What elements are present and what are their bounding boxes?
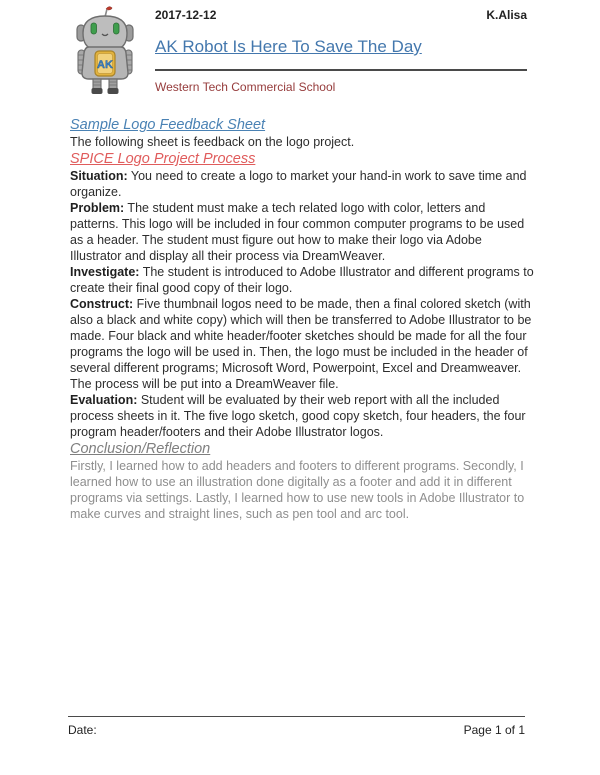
section-text: The student is introduced to Adobe Illustrator and different programs to create their final good copy of their logo. [70,265,534,295]
robot-head [83,16,127,49]
document-body [70,116,535,522]
section-label: Problem: [70,201,125,215]
robot-foot-left [92,88,103,94]
robot-foot-right [108,88,119,94]
document-header [0,0,600,94]
section-problem [70,200,535,264]
section-text: The student must make a tech related logo with color, letters and patterns. This logo will be included in four common computer programs to be used as a header. The student must figure out how to make their logo via Adobe Illustrator and display all their process via DreamWeaver. [70,201,525,263]
school-name: Western Tech Commercial School [155,80,336,94]
robot-legs [93,79,117,89]
section-construct [70,296,535,392]
document-footer [68,716,525,737]
section-text: Five thumbnail logos need to be made, then a final colored sketch (with also a black and white copy) which will then be transferred to Adobe Illustrator to be made. Four black and white header/footer sketches should be made for all the four programs the logo will be used in. Then, the logo must be included in the header of several different programs; Microsoft Word, Powerpoint, Excel and Dreamweaver. The process will be put into a DreamWeaver file. [70,297,532,391]
header-author: K.Alisa [486,8,527,22]
heading-sample-logo-feedback: Sample Logo Feedback Sheet [70,117,266,133]
section-label: Situation: [70,169,128,183]
section-text: Student will be evaluated by their web report with all the included process sheets in it. The five logo sketch, good copy sketch, four headers, the four program header/footers and their Adobe Illustrator logos. [70,393,526,439]
reflection-paragraph: Firstly, I learned how to add headers and footers to different programs. Secondly, I learned how to use an illustration done digitally as a footer and add it in different programs via settings. Lastly, I learned how to use new tools in Adobe Illustrator to make curves and straight lines, such as pen tool and arc tool. [70,459,525,521]
section-label: Investigate: [70,265,140,279]
section-investigate [70,264,535,296]
footer-divider [68,716,525,717]
header-date: 2017-12-12 [155,8,217,22]
section-situation [70,168,535,200]
heading-conclusion-reflection: Conclusion/Reflection [70,441,211,457]
footer-page-number: Page 1 of 1 [463,723,525,737]
section-text: You need to create a logo to market your hand-in work to save time and organize. [70,169,527,199]
header-divider [155,69,527,71]
robot-mascot-icon [63,3,147,97]
document-title-link[interactable]: AK Robot Is Here To Save The Day [155,37,422,56]
robot-eye-left [91,23,97,34]
intro-paragraph: The following sheet is feedback on the logo project. [70,135,355,149]
footer-date-label: Date: [68,723,97,737]
section-evaluation [70,392,535,440]
section-label: Evaluation: [70,393,138,407]
section-label: Construct: [70,297,134,311]
robot-eye-right [114,23,120,34]
robot-chest-label: AK [97,59,113,71]
heading-spice-process: SPICE Logo Project Process [70,151,256,167]
